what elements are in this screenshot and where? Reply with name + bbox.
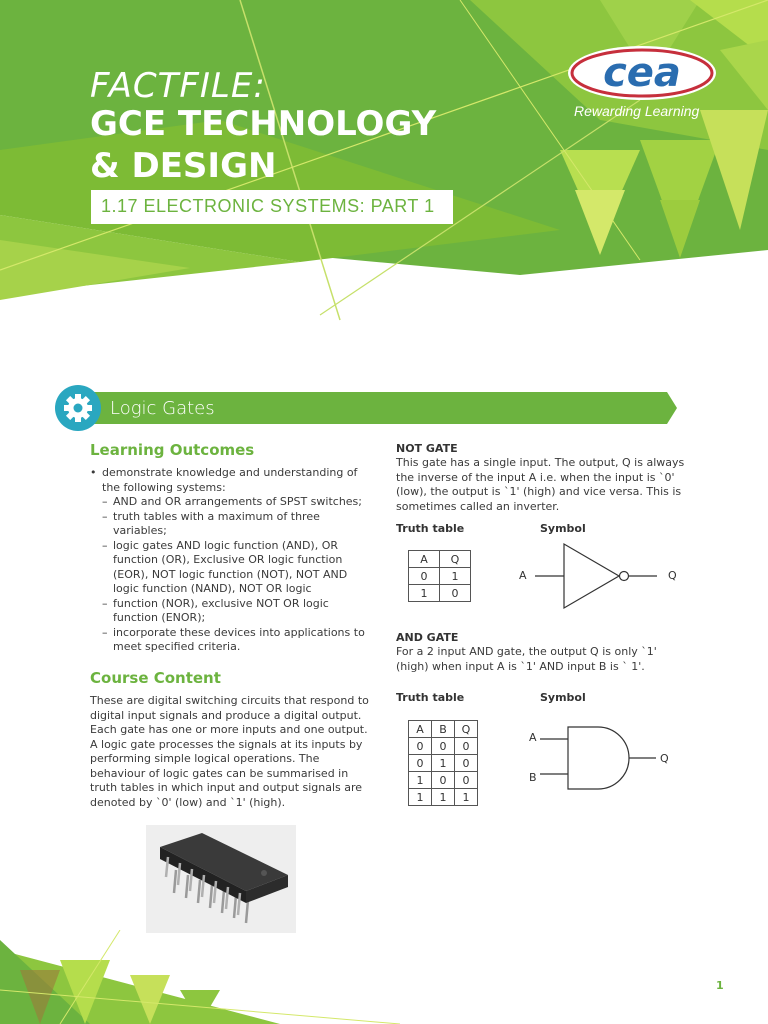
and-truth-table [408, 720, 478, 806]
list-item: – truth tables with a maximum of three variables; [90, 510, 370, 539]
not-truth-table [408, 550, 471, 602]
table-header-cell: Q [455, 721, 478, 738]
table-cell: 0 [455, 755, 478, 772]
and-input-b-label: B [529, 771, 537, 784]
list-item: – logic gates AND logic function (AND), OR function (OR), Exclusive OR logic function (EOR), NOT logic function (NOT), NOT AND logic function (NAND), NOT OR logic [90, 539, 370, 597]
table-cell: 0 [409, 755, 432, 772]
table-header-cell: Q [440, 551, 471, 568]
list-item: – incorporate these devices into applications to meet specified criteria. [90, 626, 370, 655]
and-gate-description: For a 2 input AND gate, the output Q is only `1' (high) when input A is `1' AND input B is ` 1'. [396, 645, 657, 673]
list-item: – AND and OR arrangements of SPST switches; [90, 495, 370, 510]
table-cell: 1 [455, 789, 478, 806]
table-cell: 0 [409, 568, 440, 585]
subtitle: 1.17 ELECTRONIC SYSTEMS: PART 1 [101, 196, 435, 216]
not-output-label: Q [668, 569, 677, 582]
table-cell: 0 [432, 738, 455, 755]
and-input-a-label: A [529, 731, 537, 744]
table-row [409, 568, 471, 585]
table-row [409, 721, 478, 738]
not-symbol-label: Symbol [540, 522, 586, 535]
table-header-cell: B [432, 721, 455, 738]
table-cell: 1 [409, 789, 432, 806]
table-cell: 0 [440, 585, 471, 602]
logo-text: cea [603, 50, 681, 96]
table-cell: 0 [432, 772, 455, 789]
not-gate-symbol [535, 540, 660, 612]
course-content-text: These are digital switching circuits that respond to digital input signals and produce a digital output. Each gate has one or more inputs and one output. A logic gate processes the signals at its inputs by performing simple logical operations. The behaviour of logic gates can be summarised in truth tables in which input and output signals are denoted by `0' (low) and `1' (high). [90, 694, 369, 809]
and-symbol-label: Symbol [540, 691, 586, 704]
table-cell: 0 [409, 738, 432, 755]
table-row [409, 755, 478, 772]
gear-icon [55, 385, 101, 431]
table-header-cell: A [409, 721, 432, 738]
list-item: – function (NOR), exclusive NOT OR logic function (ENOR); [90, 597, 370, 626]
footer-banner-art [0, 930, 768, 1024]
and-truth-table-label: Truth table [396, 691, 465, 704]
table-row [409, 585, 471, 602]
table-header-cell: A [409, 551, 440, 568]
not-truth-table-label: Truth table [396, 522, 465, 535]
and-gate-heading: AND GATE [396, 631, 459, 644]
table-cell: 1 [409, 585, 440, 602]
table-row [409, 738, 478, 755]
table-cell: 0 [455, 772, 478, 789]
course-content-heading: Course Content [90, 669, 221, 687]
not-gate-heading: NOT GATE [396, 442, 458, 455]
table-cell: 1 [440, 568, 471, 585]
factfile-label: FACTFILE: [90, 66, 266, 106]
table-cell: 1 [432, 789, 455, 806]
tagline: Rewarding Learning [574, 103, 700, 119]
table-row [409, 772, 478, 789]
subtitle-box [91, 190, 453, 224]
section-title: Logic Gates [110, 398, 215, 419]
and-gate-symbol [540, 724, 660, 794]
not-gate-description: This gate has a single input. The output, Q is always the inverse of the input A i.e. when the input is `0' (low), the output is `1' (high) and vice versa. This is sometimes called an inverter. [396, 456, 685, 513]
table-cell: 0 [455, 738, 478, 755]
table-cell: 1 [432, 755, 455, 772]
cea-logo [566, 44, 718, 102]
and-output-label: Q [660, 752, 669, 765]
title-line-1: GCE TECHNOLOGY [90, 104, 437, 144]
ic-chip-image [146, 825, 296, 933]
learning-outcomes-list [90, 466, 370, 655]
learning-outcomes-heading: Learning Outcomes [90, 441, 255, 459]
title-line-2: & DESIGN [90, 146, 277, 186]
table-cell: 1 [409, 772, 432, 789]
table-row [409, 789, 478, 806]
page-number: 1 [716, 979, 724, 992]
table-row [409, 551, 471, 568]
list-item: • demonstrate knowledge and understanding of the following systems: [90, 466, 370, 495]
page-title [90, 103, 436, 187]
not-input-label: A [519, 569, 527, 582]
